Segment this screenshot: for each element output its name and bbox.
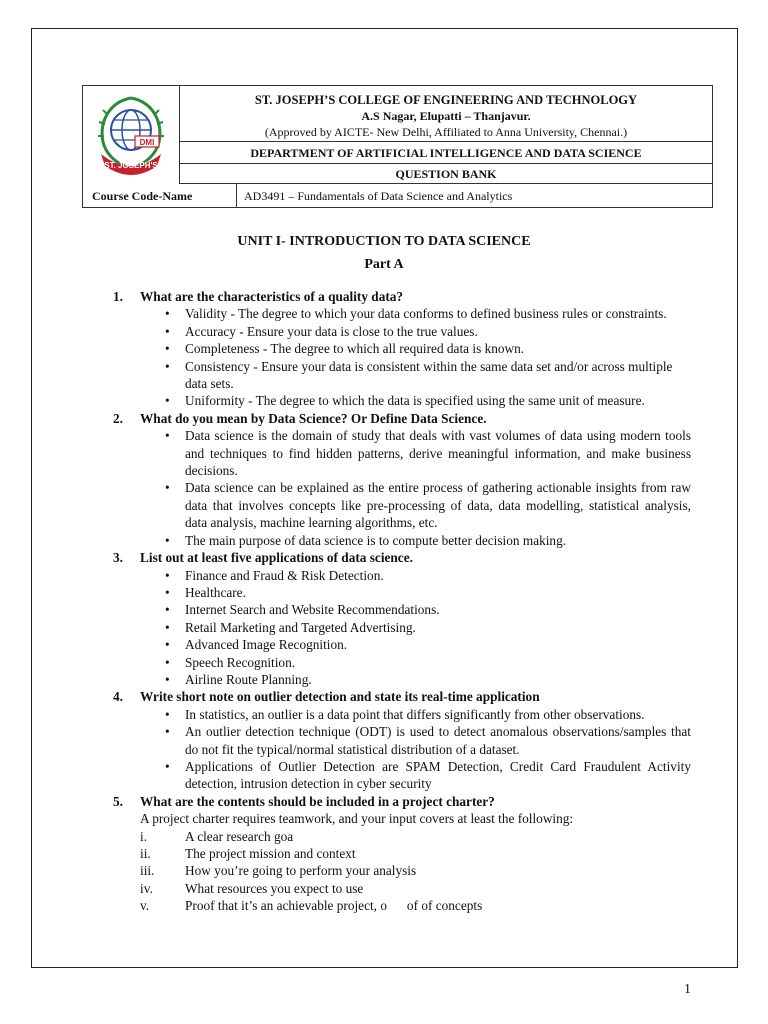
list-item: v. Proof that it’s an achievable project, o of of concepts xyxy=(140,898,483,914)
answer-intro-5: A project charter requires teamwork, and your input covers at least the following: xyxy=(140,811,574,827)
list-item: • Data science can be explained as the entire process of gathering actionable insights from raw data that involves concepts like pre-processing of data, data modelling, statistical analysis, data analysis, machine learning algorithms, etc. xyxy=(185,479,691,531)
list-item: • Advanced Image Recognition. xyxy=(185,636,691,653)
list-item: • The main purpose of data science is to compute better decision making. xyxy=(185,532,691,549)
department-name: DEPARTMENT OF ARTIFICIAL INTELLIGENCE AND DATA SCIENCE xyxy=(250,146,642,160)
list-item: iv. What resources you expect to use xyxy=(140,880,364,896)
course-label: Course Code-Name xyxy=(83,184,237,208)
college-approval: (Approved by AICTE- New Delhi, Affiliated to Anna University, Chennai.) xyxy=(264,125,628,139)
answer-list-3 xyxy=(113,567,691,689)
list-item: • Healthcare. xyxy=(185,584,691,601)
answer-list-1 xyxy=(113,305,691,409)
course-row xyxy=(83,184,712,208)
list-item: • An outlier detection technique (ODT) is used to detect anomalous observations/samples that do not fit the typical/normal statistical distribution of a dataset. xyxy=(185,723,691,758)
svg-text:DMI: DMI xyxy=(139,138,155,147)
part-title: Part A xyxy=(364,257,404,272)
list-item: • Uniformity - The degree to which the data is specified using the same unit of measure. xyxy=(185,392,691,409)
list-item: • Completeness - The degree to which all required data is known. xyxy=(185,340,691,357)
doc-type-row xyxy=(180,164,712,184)
department-row xyxy=(180,142,712,164)
list-item: • Accuracy - Ensure your data is close to the true values. xyxy=(185,323,691,340)
svg-text:ST. JOSEPH'S: ST. JOSEPH'S xyxy=(104,161,158,170)
answer-list-5 xyxy=(113,828,691,915)
course-value: AD3491 – Fundamentals of Data Science and Analytics xyxy=(244,189,513,203)
list-item: i. A clear research goa xyxy=(140,828,294,844)
answer-list-4 xyxy=(113,706,691,793)
list-item: • Applications of Outlier Detection are SPAM Detection, Credit Card Fraudulent Activity detection, intrusion detection in cyber security xyxy=(185,758,691,793)
college-address: A.S Nagar, Elupatti – Thanjavur. xyxy=(361,109,531,123)
list-item: • Consistency - Ensure your data is consistent within the same data set and/or across multiple data sets. xyxy=(185,358,691,393)
list-item: ii. The project mission and context xyxy=(140,846,356,861)
list-item: • Airline Route Planning. xyxy=(185,671,691,688)
question-4: 4. Write short note on outlier detection and state its real-time application xyxy=(113,689,540,705)
header-table xyxy=(82,85,713,208)
question-3: 3. List out at least five applications of data science. xyxy=(113,550,413,566)
list-item: • Validity - The degree to which your data conforms to defined business rules or constraints. xyxy=(185,305,691,322)
question-2: 2. What do you mean by Data Science? Or Define Data Science. xyxy=(113,410,487,426)
question-list xyxy=(113,288,691,915)
doc-type: QUESTION BANK xyxy=(395,167,497,181)
college-info xyxy=(180,86,712,142)
logo-cell xyxy=(83,86,180,184)
college-name: ST. JOSEPH’S COLLEGE OF ENGINEERING AND TECHNOLOGY xyxy=(254,93,638,107)
list-item: • Retail Marketing and Targeted Advertising. xyxy=(185,619,691,636)
college-logo-icon xyxy=(91,92,171,178)
question-1: 1. What are the characteristics of a quality data? xyxy=(113,289,404,304)
page-number: 1 xyxy=(684,982,691,997)
list-item: • Speech Recognition. xyxy=(185,654,691,671)
list-item: • In statistics, an outlier is a data point that differs significantly from other observations. xyxy=(185,706,691,723)
question-5: 5. What are the contents should be included in a project charter? xyxy=(113,793,495,809)
list-item: • Finance and Fraud & Risk Detection. xyxy=(185,567,691,584)
answer-list-2 xyxy=(113,427,691,549)
list-item: iii. How you’re going to perform your analysis xyxy=(140,863,417,879)
list-item: • Internet Search and Website Recommendations. xyxy=(185,601,691,618)
list-item: • Data science is the domain of study that deals with vast volumes of data using modern tools and techniques to find hidden patterns, derive meaningful information, and make business decisions. xyxy=(185,427,691,479)
unit-title: UNIT I- INTRODUCTION TO DATA SCIENCE xyxy=(237,234,531,249)
